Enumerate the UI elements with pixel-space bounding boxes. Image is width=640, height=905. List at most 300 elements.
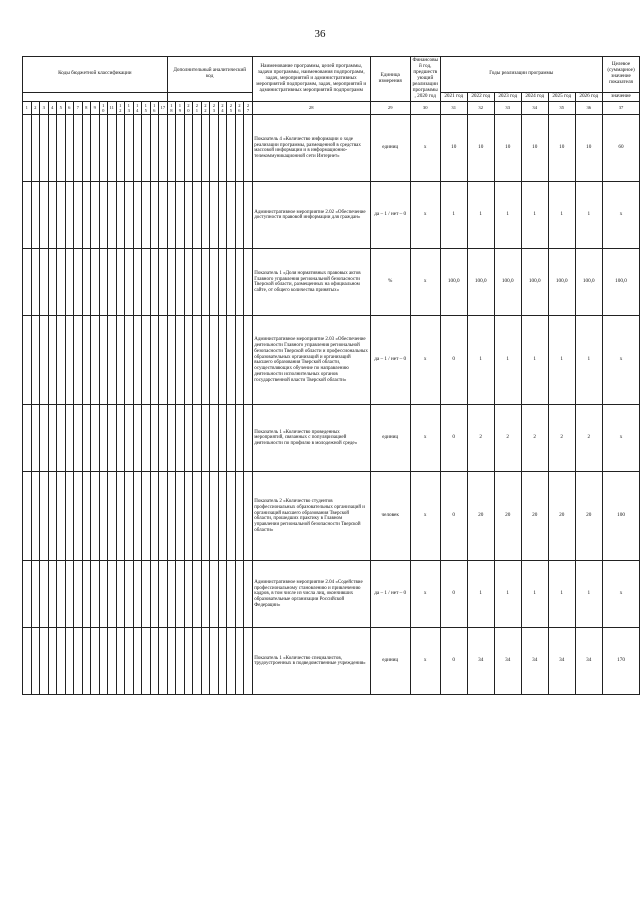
code-cell [235, 249, 244, 316]
indicator-description: Административное мероприятие 2.04 «Содействие профессиональному становлению и привлечению кадров, в том числе из числа лиц, окончивших образовательные организации Российской Федерации» [252, 561, 370, 628]
code-cell [31, 472, 40, 561]
code-cell [150, 249, 159, 316]
year-value-cell: 10 [575, 115, 602, 182]
code-cell [159, 472, 168, 561]
table-row [23, 115, 640, 182]
code-cell [48, 472, 57, 561]
code-cell [142, 115, 151, 182]
code-cell [176, 405, 185, 472]
code-cell [150, 561, 159, 628]
year-value-cell: 10 [494, 115, 521, 182]
code-cell [57, 316, 66, 405]
year-value-cell: 0 [440, 628, 467, 695]
code-cell [167, 628, 176, 695]
column-number: 13 [125, 101, 134, 115]
code-cell [74, 405, 83, 472]
code-cell [227, 182, 236, 249]
code-cell [31, 405, 40, 472]
table-row [23, 316, 640, 405]
code-cell [65, 405, 74, 472]
code-cell [116, 115, 125, 182]
year-value-cell: 1 [494, 561, 521, 628]
column-number: 12 [116, 101, 125, 115]
year-value-cell: 1 [440, 182, 467, 249]
code-cell [48, 316, 57, 405]
code-cell [184, 249, 193, 316]
year-value-cell: 1 [467, 182, 494, 249]
year-value-cell: 1 [467, 561, 494, 628]
code-cell [57, 405, 66, 472]
base-year-cell: х [410, 472, 440, 561]
unit-cell: человек [370, 472, 410, 561]
column-number: 9 [91, 101, 100, 115]
indicator-description: Показатель 2 «Количество студентов профессиональных образовательных организаций и организаций высшего образования Тверской области, прошедших практику в Главном управлении региональной безопасности Тверской области» [252, 472, 370, 561]
code-cell [159, 561, 168, 628]
column-number: 15 [142, 101, 151, 115]
code-cell [108, 249, 117, 316]
code-cell [227, 115, 236, 182]
year-value-cell: 100,0 [575, 249, 602, 316]
code-cell [91, 182, 100, 249]
code-cell [23, 115, 32, 182]
table-row [23, 249, 640, 316]
code-cell [193, 316, 202, 405]
code-cell [176, 249, 185, 316]
code-cell [142, 561, 151, 628]
code-cell [82, 472, 91, 561]
code-cell [108, 628, 117, 695]
code-cell [40, 115, 49, 182]
year-value-cell: 2 [467, 405, 494, 472]
code-cell [142, 472, 151, 561]
table-row [23, 628, 640, 695]
column-number: 11 [108, 101, 117, 115]
unit-cell: единиц [370, 115, 410, 182]
year-value-cell: 34 [548, 628, 575, 695]
table-row [23, 405, 640, 472]
code-cell [23, 249, 32, 316]
code-cell [201, 405, 210, 472]
code-cell [150, 405, 159, 472]
year-value-cell: 1 [575, 182, 602, 249]
code-cell [193, 115, 202, 182]
code-cell [82, 316, 91, 405]
indicator-description: Административное мероприятие 2.02 «Обеспечение доступности правовой информации для граждан» [252, 182, 370, 249]
column-number: 7 [74, 101, 83, 115]
column-number: 4 [48, 101, 57, 115]
code-cell [65, 472, 74, 561]
code-cell [167, 115, 176, 182]
column-number: 34 [521, 101, 548, 115]
column-number: 18 [167, 101, 176, 115]
year-value-cell: 2 [494, 405, 521, 472]
code-cell [74, 115, 83, 182]
unit-cell: да – 1 / нет – 0 [370, 316, 410, 405]
code-cell [227, 316, 236, 405]
code-cell [23, 316, 32, 405]
code-cell [201, 628, 210, 695]
table-row [23, 472, 640, 561]
code-cell [176, 182, 185, 249]
program-indicators-table [22, 56, 635, 881]
name-column-header: Наименование программы, целей программы, задачи программы, наименования подпрограмм, задач, мероприятий и административных мероприятий подпрограмм, задач, мероприятий и административных мероприятий подпрограмм [252, 57, 370, 102]
base-year-cell: х [410, 316, 440, 405]
code-cell [218, 182, 227, 249]
code-cell [244, 472, 253, 561]
code-cell [184, 316, 193, 405]
code-cell [99, 249, 108, 316]
code-cell [31, 115, 40, 182]
code-cell [167, 472, 176, 561]
years-group-header: Годы реализации программы [440, 57, 602, 93]
code-cell [57, 472, 66, 561]
code-cell [65, 628, 74, 695]
target-value-cell: х [602, 561, 640, 628]
column-number: 31 [440, 101, 467, 115]
year-value-cell: 2 [575, 405, 602, 472]
code-cell [91, 561, 100, 628]
code-cell [184, 472, 193, 561]
code-cell [150, 316, 159, 405]
target-value-cell: х [602, 182, 640, 249]
year-value-cell: 0 [440, 316, 467, 405]
code-cell [159, 182, 168, 249]
indicator-description: Административное мероприятие 2.03 «Обеспечение деятельности Главного управления региональной безопасности Тверской области и профессиональных образовательных организаций и организаций высшего образования Тверской области, осуществляющих обучение по направлению деятельности исполнительных органов государственной власти Тверской области» [252, 316, 370, 405]
code-cell [218, 561, 227, 628]
code-cell [74, 316, 83, 405]
column-number: 1 [23, 101, 32, 115]
year-value-cell: 20 [548, 472, 575, 561]
code-cell [125, 405, 134, 472]
code-cell [48, 405, 57, 472]
target-value-cell: х [602, 405, 640, 472]
year-value-cell: 34 [494, 628, 521, 695]
code-cell [244, 628, 253, 695]
code-cell [184, 115, 193, 182]
target-value-cell: 100 [602, 472, 640, 561]
code-cell [125, 115, 134, 182]
code-cell [184, 405, 193, 472]
code-cell [235, 405, 244, 472]
code-cell [244, 316, 253, 405]
code-cell [23, 405, 32, 472]
base-year-cell: х [410, 249, 440, 316]
column-number: 2 [31, 101, 40, 115]
code-cell [167, 182, 176, 249]
base-year-cell: х [410, 115, 440, 182]
code-cell [91, 628, 100, 695]
code-cell [218, 249, 227, 316]
column-number: 37 [602, 101, 640, 115]
code-cell [108, 472, 117, 561]
code-cell [108, 316, 117, 405]
year-value-cell: 20 [467, 472, 494, 561]
code-cell [201, 249, 210, 316]
code-cell [133, 182, 142, 249]
code-cell [133, 472, 142, 561]
code-cell [40, 249, 49, 316]
code-cell [48, 182, 57, 249]
code-cell [40, 628, 49, 695]
code-cell [159, 405, 168, 472]
year-value-cell: 1 [575, 561, 602, 628]
code-cell [244, 405, 253, 472]
unit-cell: единиц [370, 405, 410, 472]
code-cell [133, 405, 142, 472]
code-cell [227, 405, 236, 472]
code-cell [184, 182, 193, 249]
code-cell [176, 628, 185, 695]
code-cell [167, 405, 176, 472]
code-cell [48, 115, 57, 182]
target-group-header: Целевое (суммарное) значение показателя [602, 57, 640, 93]
column-number: 27 [244, 101, 253, 115]
code-cell [82, 249, 91, 316]
code-cell [23, 561, 32, 628]
code-cell [193, 405, 202, 472]
code-cell [125, 249, 134, 316]
code-cell [133, 316, 142, 405]
table-row [23, 561, 640, 628]
code-cell [210, 561, 219, 628]
code-cell [40, 405, 49, 472]
code-cell [31, 628, 40, 695]
year-value-cell: 34 [521, 628, 548, 695]
code-cell [159, 316, 168, 405]
code-cell [150, 115, 159, 182]
column-number: 10 [99, 101, 108, 115]
code-cell [31, 249, 40, 316]
year-value-cell: 1 [575, 316, 602, 405]
code-cell [74, 182, 83, 249]
code-cell [108, 405, 117, 472]
year-value-cell: 10 [548, 115, 575, 182]
column-number: 33 [494, 101, 521, 115]
code-cell [116, 249, 125, 316]
code-cell [184, 628, 193, 695]
year-value-cell: 0 [440, 561, 467, 628]
code-cell [210, 115, 219, 182]
base-year-cell: х [410, 628, 440, 695]
code-cell [227, 249, 236, 316]
base-year-column-header: Финансовый год, предшествующий реализации программы, 2020 год [410, 57, 440, 102]
unit-cell: % [370, 249, 410, 316]
year-value-cell: 100,0 [548, 249, 575, 316]
column-number: 23 [210, 101, 219, 115]
code-cell [235, 628, 244, 695]
code-cell [99, 405, 108, 472]
code-cell [176, 316, 185, 405]
code-cell [210, 628, 219, 695]
code-cell [23, 628, 32, 695]
code-cell [82, 561, 91, 628]
code-cell [227, 472, 236, 561]
code-cell [150, 628, 159, 695]
year-value-cell: 1 [494, 316, 521, 405]
year-value-cell: 0 [440, 405, 467, 472]
column-number: 14 [133, 101, 142, 115]
code-cell [142, 182, 151, 249]
column-number: 3 [40, 101, 49, 115]
column-number: 16 [150, 101, 159, 115]
year-value-cell: 100,0 [467, 249, 494, 316]
code-cell [201, 561, 210, 628]
code-cell [235, 472, 244, 561]
analytic-code-subheader [167, 92, 252, 101]
code-cell [201, 316, 210, 405]
column-number: 20 [184, 101, 193, 115]
year-value-cell: 10 [467, 115, 494, 182]
code-cell [210, 316, 219, 405]
column-number-row [23, 101, 640, 115]
code-cell [91, 316, 100, 405]
code-cell [23, 472, 32, 561]
code-cell [40, 316, 49, 405]
target-value-cell: 100,0 [602, 249, 640, 316]
column-number: 22 [201, 101, 210, 115]
year-value-cell: 10 [440, 115, 467, 182]
code-cell [91, 472, 100, 561]
code-cell [31, 182, 40, 249]
code-cell [91, 249, 100, 316]
code-cell [65, 249, 74, 316]
code-cell [133, 249, 142, 316]
code-cell [74, 472, 83, 561]
code-cell [57, 182, 66, 249]
code-cell [159, 115, 168, 182]
unit-column-header: Единица измерения [370, 57, 410, 102]
code-cell [40, 472, 49, 561]
code-cell [167, 316, 176, 405]
code-cell [74, 249, 83, 316]
column-number: 32 [467, 101, 494, 115]
base-year-cell: х [410, 182, 440, 249]
code-cell [31, 316, 40, 405]
column-number: 19 [176, 101, 185, 115]
code-cell [57, 561, 66, 628]
code-cell [125, 316, 134, 405]
analytic-code-header: Дополнительный аналитический код [167, 57, 252, 93]
code-cell [210, 182, 219, 249]
unit-cell: да – 1 / нет – 0 [370, 561, 410, 628]
column-number: 25 [227, 101, 236, 115]
code-cell [116, 405, 125, 472]
year-value-cell: 10 [521, 115, 548, 182]
code-cell [108, 561, 117, 628]
year-value-cell: 34 [467, 628, 494, 695]
year-value-cell: 1 [548, 316, 575, 405]
code-cell [108, 115, 117, 182]
year-value-cell: 1 [548, 182, 575, 249]
column-number: 36 [575, 101, 602, 115]
code-cell [116, 561, 125, 628]
base-year-cell: х [410, 405, 440, 472]
code-cell [31, 561, 40, 628]
year-2025-header: 2025 год [548, 92, 575, 101]
code-cell [57, 115, 66, 182]
target-value-cell: 170 [602, 628, 640, 695]
code-cell [184, 561, 193, 628]
code-cell [40, 182, 49, 249]
code-cell [48, 561, 57, 628]
year-value-cell: 20 [521, 472, 548, 561]
code-cell [218, 405, 227, 472]
code-cell [218, 628, 227, 695]
target-value-cell: 60 [602, 115, 640, 182]
column-number: 17 [159, 101, 168, 115]
indicator-description: Показатель 1 «Количество специалистов, трудоустроенных в подведомственные учреждения» [252, 628, 370, 695]
code-cell [99, 628, 108, 695]
budget-code-subheader [23, 92, 168, 101]
table-row [23, 182, 640, 249]
code-cell [99, 472, 108, 561]
year-2022-header: 2022 год [467, 92, 494, 101]
code-cell [235, 182, 244, 249]
code-cell [82, 182, 91, 249]
budget-code-header: Коды бюджетной классификации [23, 57, 168, 93]
indicator-description: Показатель 1 «Доля нормативных правовых актов Главного управления региональной безопасности Тверской области, размещенных на официальном сайте, от общего количества принятых» [252, 249, 370, 316]
year-value-cell: 1 [548, 561, 575, 628]
code-cell [99, 115, 108, 182]
year-value-cell: 20 [494, 472, 521, 561]
code-cell [116, 182, 125, 249]
code-cell [142, 249, 151, 316]
code-cell [74, 561, 83, 628]
code-cell [167, 561, 176, 628]
year-value-cell: 1 [521, 316, 548, 405]
code-cell [116, 628, 125, 695]
year-value-cell: 100,0 [440, 249, 467, 316]
code-cell [167, 249, 176, 316]
code-cell [227, 628, 236, 695]
code-cell [125, 182, 134, 249]
code-cell [48, 628, 57, 695]
code-cell [57, 628, 66, 695]
code-cell [244, 561, 253, 628]
unit-cell: единиц [370, 628, 410, 695]
code-cell [235, 561, 244, 628]
code-cell [235, 115, 244, 182]
code-cell [65, 115, 74, 182]
code-cell [176, 472, 185, 561]
year-value-cell: 34 [575, 628, 602, 695]
code-cell [108, 182, 117, 249]
code-cell [193, 182, 202, 249]
column-number: 26 [235, 101, 244, 115]
column-number: 24 [218, 101, 227, 115]
code-cell [176, 561, 185, 628]
code-cell [82, 405, 91, 472]
code-cell [82, 115, 91, 182]
code-cell [40, 561, 49, 628]
code-cell [218, 472, 227, 561]
code-cell [244, 115, 253, 182]
column-number: 8 [82, 101, 91, 115]
year-2023-header: 2023 год [494, 92, 521, 101]
code-cell [201, 472, 210, 561]
code-cell [227, 561, 236, 628]
code-cell [201, 115, 210, 182]
code-cell [210, 405, 219, 472]
code-cell [125, 628, 134, 695]
column-number: 6 [65, 101, 74, 115]
code-cell [99, 182, 108, 249]
code-cell [133, 628, 142, 695]
year-value-cell: 2 [521, 405, 548, 472]
indicator-description: Показатель 1 «Количество проведенных мероприятий, связанных с популяризацией деятельности по профилю в молодежной среде» [252, 405, 370, 472]
indicators-table [22, 56, 640, 695]
code-cell [133, 561, 142, 628]
